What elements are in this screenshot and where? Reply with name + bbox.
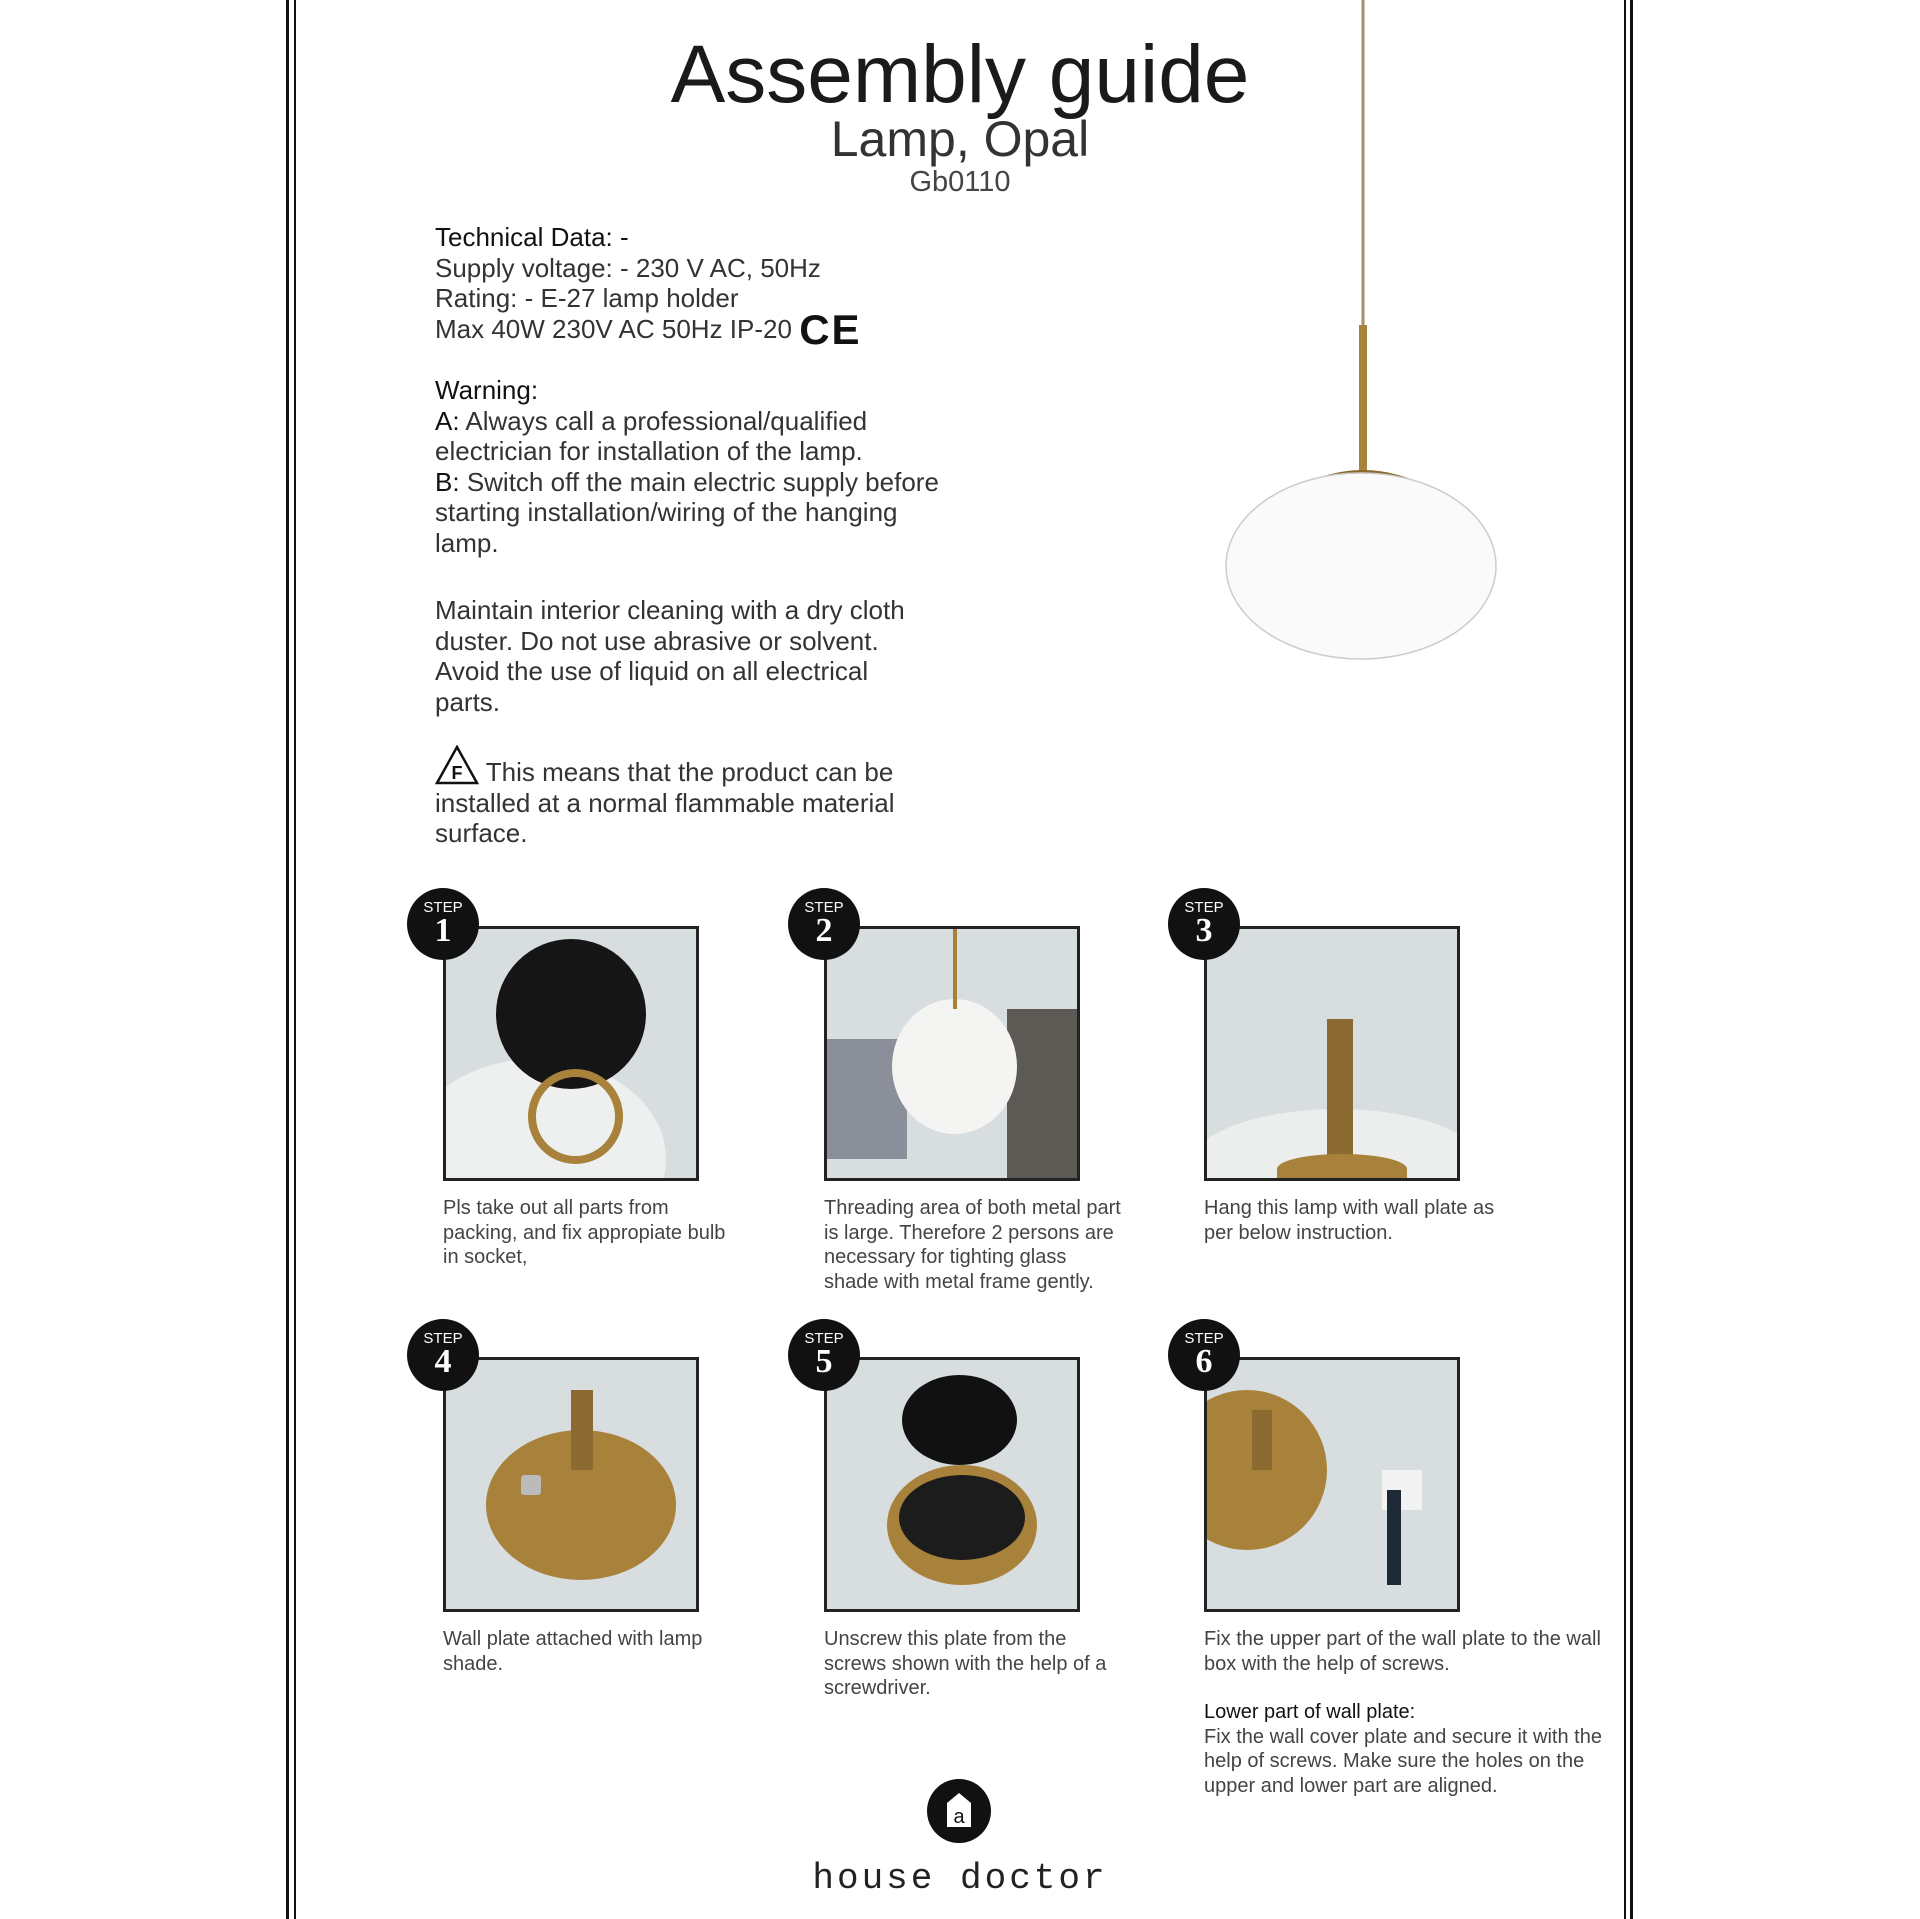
- step-badge: STEP 2: [788, 888, 860, 960]
- technical-data: [435, 222, 995, 353]
- warning-b: Switch off the main electric supply before starting installation/wiring of the hanging lamp.: [435, 466, 939, 558]
- border-left-outer: [286, 0, 289, 1919]
- step-caption: Pls take out all parts from packing, and fix appropiate bulb in socket,: [443, 1197, 726, 1268]
- warning-section: Warning: A: Always call a professional/qualified electrician for installation of the lamp. B: Switch off the main electric supply before starting installation/wiring of the hanging lamp.: [435, 375, 955, 559]
- step-badge: STEP 6: [1168, 1319, 1240, 1391]
- rating: Rating: - E-27 lamp holder: [435, 283, 739, 314]
- border-right-inner: [1624, 0, 1626, 1919]
- warning-heading: Warning:: [435, 375, 539, 405]
- step-badge: STEP 1: [407, 888, 479, 960]
- svg-text:F: F: [451, 763, 463, 783]
- step-badge: STEP 5: [788, 1319, 860, 1391]
- max-rating-row: Max 40W 230V AC 50Hz IP-20 CE: [435, 305, 862, 353]
- step-photo: [824, 1357, 1080, 1612]
- step-caption: Wall plate attached with lamp shade.: [443, 1628, 703, 1675]
- page-title: Assembly guide: [670, 29, 1250, 120]
- product-name: Lamp, Opal: [830, 111, 1090, 167]
- border-left-inner: [294, 0, 296, 1919]
- supply-voltage: Supply voltage: - 230 V AC, 50Hz: [435, 252, 821, 283]
- step-badge: STEP 3: [1168, 888, 1240, 960]
- step-caption: Hang this lamp with wall plate as per below instruction.: [1204, 1197, 1495, 1244]
- product-code: Gb0110: [909, 166, 1011, 198]
- lamp-illustration: [1200, 0, 1520, 680]
- svg-text:a: a: [953, 1806, 965, 1828]
- step-caption: Fix the upper part of the wall plate to the wall box with the help of screws. Lower part of wall plate: Fix the wall cover plate and secure it with the help of screws. Make sure the holes on the upper and lower part are aligned.: [1204, 1628, 1602, 1797]
- step-caption: Threading area of both metal part is large. Therefore 2 persons are necessary for tighting glass shade with metal frame gently.: [824, 1197, 1121, 1293]
- step-badge: STEP 4: [407, 1319, 479, 1391]
- flammable-surface-triangle-icon: [435, 745, 479, 785]
- step-photo: [443, 926, 699, 1181]
- step-caption: Unscrew this plate from the screws shown with the help of a screwdriver.: [824, 1628, 1107, 1699]
- ce-mark-icon: CE: [799, 305, 862, 353]
- warning-a: Always call a professional/qualified electrician for installation of the lamp.: [435, 405, 868, 467]
- flammable-note: F This means that the product can be installed at a normal flammable material surface.: [435, 745, 955, 849]
- border-right-outer: [1630, 0, 1633, 1919]
- step-photo: [824, 926, 1080, 1181]
- cleaning-text: Maintain interior cleaning with a dry cloth duster. Do not use abrasive or solvent. Avoid the use of liquid on all electrical parts.: [435, 595, 905, 717]
- step-photo: [443, 1357, 699, 1612]
- brand-logo: [927, 1779, 991, 1843]
- step-subheading: Lower part of wall plate:: [1204, 1701, 1416, 1723]
- technical-heading: Technical Data: -: [435, 222, 629, 252]
- step-photo: [1204, 1357, 1460, 1612]
- brand-name: house doctor: [812, 1858, 1108, 1899]
- step-photo: [1204, 926, 1460, 1181]
